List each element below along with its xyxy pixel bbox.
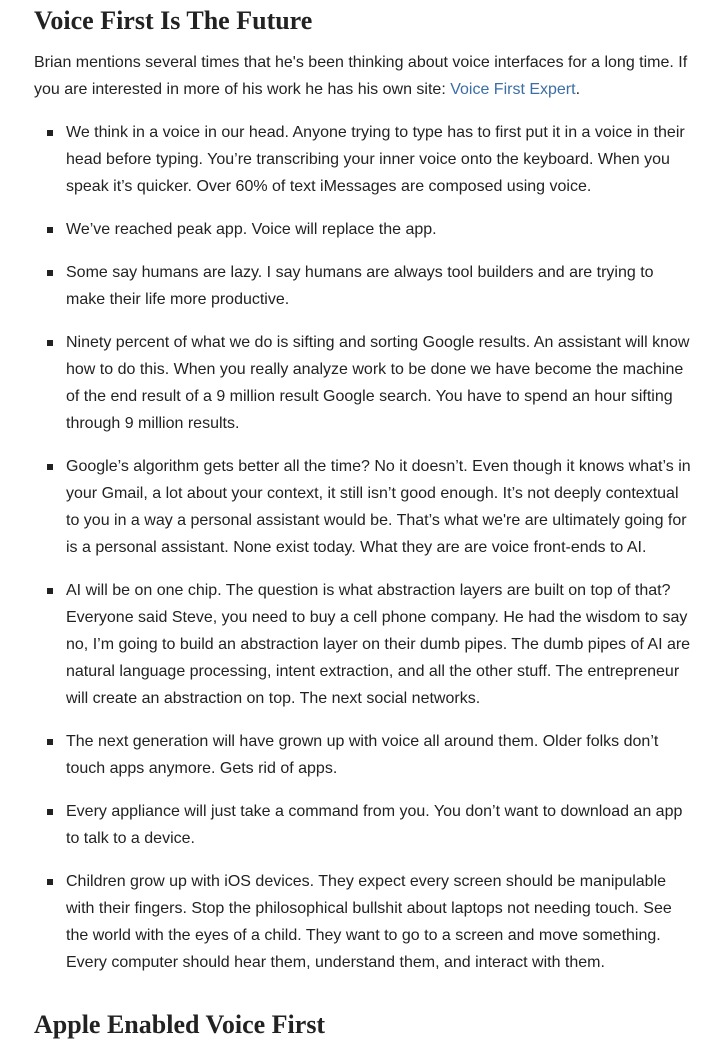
list-item bbox=[34, 329, 694, 437]
voice-first-expert-link[interactable]: Voice First Expert bbox=[450, 81, 576, 98]
list-item-text: Google’s algorithm gets better all the time? No it doesn’t. Even though it knows what’s in your Gmail, a lot about your context, it still isn’t good enough. It’s not deeply contextual to you in a way a personal assistant would be. That’s what we're are ultimately going for is a personal assistant. None exist today. What they are are voice front-ends to AI. bbox=[66, 458, 691, 556]
intro-text: Brian mentions several times that he's been thinking about voice interfaces for a long time. If you are interested in more of his work he has his own site: bbox=[34, 54, 688, 98]
list-item-text: Some say humans are lazy. I say humans are always tool builders and are trying to make their life more productive. bbox=[66, 264, 654, 308]
bullet-list bbox=[34, 119, 694, 976]
list-item bbox=[34, 577, 694, 712]
list-item bbox=[34, 259, 694, 313]
list-item-text: We think in a voice in our head. Anyone trying to type has to first put it in a voice in their head before typing. You’re transcribing your inner voice onto the keyboard. When you speak it’s quicker. Over 60% of text iMessages are composed using voice. bbox=[66, 124, 685, 195]
bullet-icon bbox=[47, 340, 53, 346]
bullet-icon bbox=[47, 879, 53, 885]
list-item-text: Children grow up with iOS devices. They expect every screen should be manipulable with their fingers. Stop the philosophical bullshit about laptops not needing touch. See the world with the eyes of a child. They want to go to a screen and move something. Every computer should hear them, understand them, and interact with them. bbox=[66, 873, 672, 971]
list-item-text: Every appliance will just take a command from you. You don’t want to download an app to talk to a device. bbox=[66, 803, 683, 847]
list-item-text: The next generation will have grown up with voice all around them. Older folks don’t touch apps anymore. Gets rid of apps. bbox=[66, 733, 659, 777]
intro-text-end: . bbox=[575, 81, 581, 98]
list-item-text: Ninety percent of what we do is sifting and sorting Google results. An assistant will know how to do this. When you really analyze work to be done we have become the machine of the end result of a 9 million result Google search. You have to spend an hour sifting through 9 million results. bbox=[66, 334, 690, 432]
bullet-icon bbox=[47, 739, 53, 745]
intro-paragraph bbox=[34, 49, 694, 103]
bullet-icon bbox=[47, 130, 53, 136]
bullet-icon bbox=[47, 588, 53, 594]
list-item bbox=[34, 798, 694, 852]
section-title: Voice First Is The Future bbox=[34, 6, 313, 35]
bullet-icon bbox=[47, 270, 53, 276]
next-section-title: Apple Enabled Voice First bbox=[34, 1010, 326, 1039]
list-item bbox=[34, 728, 694, 782]
bullet-icon bbox=[47, 809, 53, 815]
bullet-icon bbox=[47, 227, 53, 233]
article-body bbox=[34, 0, 694, 992]
bullet-icon bbox=[47, 464, 53, 470]
list-item-text: We’ve reached peak app. Voice will replace the app. bbox=[66, 221, 437, 238]
list-item bbox=[34, 119, 694, 200]
list-item bbox=[34, 216, 694, 243]
list-item bbox=[34, 868, 694, 976]
list-item-text: AI will be on one chip. The question is what abstraction layers are built on top of that? Everyone said Steve, you need to buy a cell phone company. He had the wisdom to say no, I’m going to build an abstraction layer on their dumb pipes. The dumb pipes of AI are natural language processing, intent extraction, and all the other stuff. The entrepreneur will create an abstraction on top. The next social networks. bbox=[66, 582, 691, 707]
list-item bbox=[34, 453, 694, 561]
